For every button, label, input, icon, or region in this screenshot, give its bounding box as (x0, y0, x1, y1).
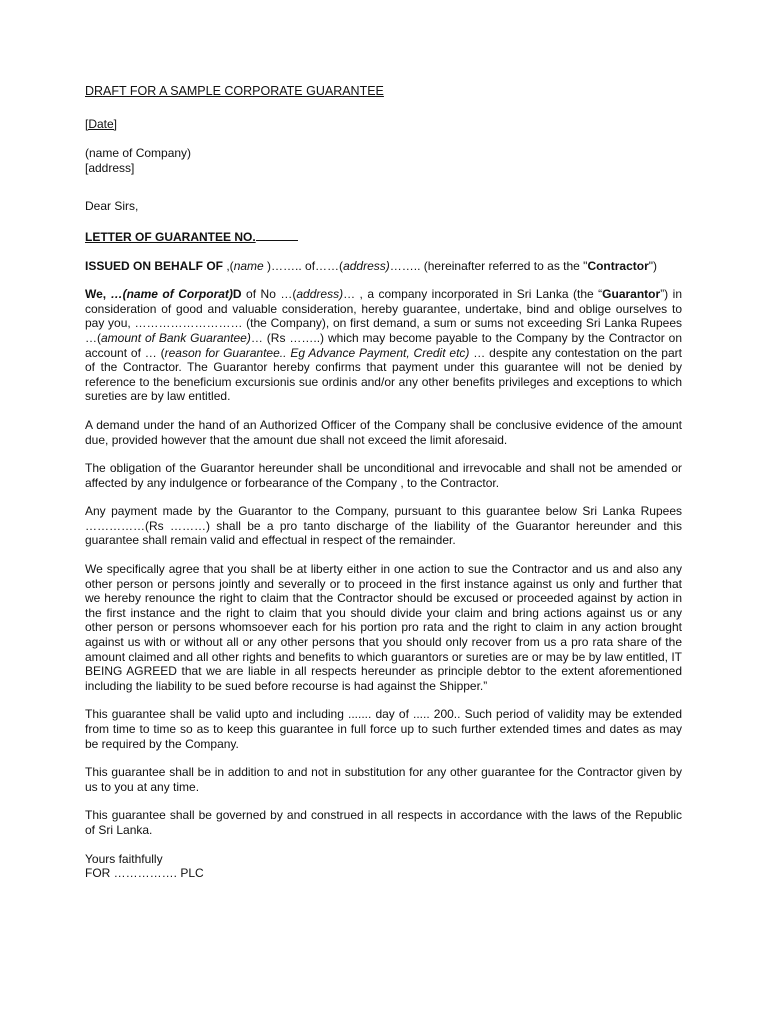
date-placeholder: [Date] (85, 116, 118, 131)
issued-address-placeholder: address) (343, 258, 390, 273)
letter-page (85, 84, 682, 881)
company-name-placeholder: (name of Company) (85, 146, 192, 161)
we-text-5: … despite any contestation on the part of the Contractor. The Guarantor hereby confirms that payment under this guarantee will not be denied by reference to the beneficium excursionis sue ordinis and/or any other benefits privileges and exceptions to which sureties are by law entitled. (85, 345, 682, 404)
guarantee-main-paragraph (85, 287, 682, 404)
issued-on-behalf-paragraph (85, 259, 682, 274)
we-text-4: … (Rs ……..) which may become payable to the Company by the Contractor on account of … ( (85, 330, 683, 360)
closing-block (85, 852, 682, 881)
issued-text-1: ,( (223, 258, 234, 273)
recipient-block (85, 146, 682, 175)
we-text-3: ”) in consideration of good and valuable consideration, hereby guarantee, undertake, bind and oblige ourselves to pay you, ……………………… (the Company), on first demand, a sum or sums not exceeding Sri Lanka Rupees …( (85, 287, 682, 345)
payment-paragraph: Any payment made by the Guarantor to the Company, pursuant to this guarantee below Sri Lanka Rupees ……………(Rs ………) shall be a pro tanto discharge of the liability of the Guarantor hereunder and this guarantee shall remain valid and effectual in respect of the remainder. (85, 504, 682, 548)
we-label: We, (85, 287, 107, 302)
salutation: Dear Sirs, (85, 199, 139, 214)
issued-text-2: )…….. of……( (263, 258, 344, 273)
we-text-2: … , a company incorporated in Sri Lanka (the “ (343, 287, 603, 302)
governing-law-paragraph: This guarantee shall be governed by and construed in all respects in accordance with the laws of the Republic of Sri Lanka. (85, 808, 682, 837)
issued-text-3: …….. (hereinafter referred to as the " (389, 258, 588, 273)
contractor-term: Contractor (587, 258, 649, 273)
address-placeholder: [address] (85, 160, 135, 175)
document-title: DRAFT FOR A SAMPLE CORPORATE GUARANTEE (85, 84, 384, 98)
guarantee-number-blank (256, 228, 298, 241)
reason-placeholder: reason for Guarantee.. Eg Advance Payment, Credit etc) (164, 345, 470, 360)
amount-placeholder: amount of Bank Guarantee) (101, 330, 251, 345)
we-text-1: of No …( (241, 287, 297, 302)
issued-label: ISSUED ON BEHALF OF (85, 258, 224, 273)
corporate-name-placeholder: …(name of Corporat) (110, 287, 233, 302)
addition-paragraph: This guarantee shall be in addition to and not in substitution for any other guarantee for the Contractor given by us to you at any time. (85, 765, 682, 794)
issued-name-placeholder: name (233, 258, 264, 273)
issued-text-4: ") (648, 258, 658, 273)
validity-paragraph: This guarantee shall be valid upto and including ....... day of ..... 200.. Such period of validity may be extended from time to time so as to keep this guarantee in full force up to such further extended times and dates as may be required by the Company. (85, 707, 682, 751)
liberty-paragraph: We specifically agree that you shall be at liberty either in one action to sue the Contractor and us and also any other person or persons jointly and severally or to proceed in the first instance against us only and further that we hereby renounce the right to claim that the Contractor should be excused or proceeded against by action in the first instance and the right to claim that you should divide your claim and bring actions against us or any other person or persons whomsoever each for his portion pro rata and the right to claim in any action brought against us with or without all or any other persons that you should only recover from us a pro rata share of the amount claimed and all other rights and benefits to which guarantors or sureties are or may be by law entitled, IT BEING AGREED that we are liable in all respects hereunder as principle debtor to the extent aforementioned including the liability to be sued before recourse is had against the Shipper.” (85, 562, 682, 693)
corporate-d: D (232, 287, 242, 302)
obligation-paragraph: The obligation of the Guarantor hereunder shall be unconditional and irrevocable and shall not be amended or affected by any indulgence or forbearance of the Company , to the Contractor. (85, 461, 682, 490)
demand-paragraph: A demand under the hand of an Authorized Officer of the Company shall be conclusive evidence of the amount due, provided however that the amount due shall not exceed the limit aforesaid. (85, 417, 682, 447)
guarantor-term: Guarantor (602, 287, 661, 302)
signoff-line: FOR ……………. PLC (85, 866, 204, 881)
corporate-address-placeholder: address) (296, 287, 344, 302)
closing-line: Yours faithfully (85, 851, 163, 866)
letter-heading (85, 228, 682, 245)
letter-heading-text: LETTER OF GUARANTEE NO. (85, 229, 256, 244)
